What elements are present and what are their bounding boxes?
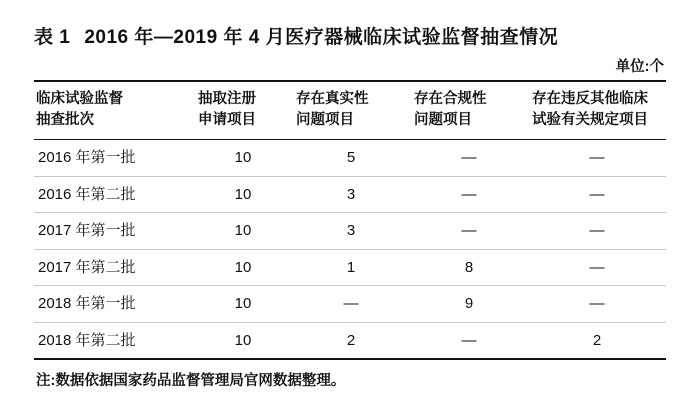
table-row — [34, 322, 666, 359]
table-header — [34, 81, 666, 140]
cell-authenticity: 5 — [292, 140, 410, 177]
cell-batch: 2017 年第一批 — [34, 213, 194, 250]
cell-batch: 2018 年第二批 — [34, 322, 194, 359]
table-row — [34, 286, 666, 323]
column-header-compliance — [410, 81, 528, 140]
column-header-other — [528, 81, 666, 140]
cell-registered: 10 — [194, 140, 292, 177]
column-header-batch-line2: 抽查批次 — [36, 112, 94, 129]
table-row — [34, 249, 666, 286]
column-header-other-line1: 存在违反其他临床 — [532, 91, 648, 107]
cell-authenticity: 2 — [292, 322, 410, 359]
table-title-text: 2016 年—2019 年 4 月医疗器械临床试验监督抽查情况 — [84, 27, 559, 48]
cell-authenticity: — — [292, 286, 410, 323]
table-unit-note: 单位:个 — [615, 59, 664, 75]
cell-registered: 10 — [194, 176, 292, 213]
column-header-compliance-line1: 存在合规性 — [414, 91, 487, 107]
cell-registered: 10 — [194, 213, 292, 250]
table-row — [34, 140, 666, 177]
cell-compliance: — — [410, 140, 528, 177]
cell-other: — — [528, 286, 666, 323]
cell-compliance: — — [410, 322, 528, 359]
cell-batch: 2017 年第二批 — [34, 249, 194, 286]
cell-batch: 2018 年第一批 — [34, 286, 194, 323]
cell-other: — — [528, 213, 666, 250]
cell-compliance: 8 — [410, 249, 528, 286]
column-header-batch-line1: 临床试验监督 — [36, 91, 123, 107]
column-header-registered-line1: 抽取注册 — [198, 91, 256, 107]
column-header-other-line2: 试验有关规定项目 — [532, 112, 648, 129]
table-header-row — [34, 81, 666, 140]
column-header-compliance-line2: 问题项目 — [414, 112, 472, 129]
cell-other: — — [528, 249, 666, 286]
table-title — [34, 22, 666, 49]
cell-compliance: 9 — [410, 286, 528, 323]
cell-batch: 2016 年第一批 — [34, 140, 194, 177]
column-header-registered-line2: 申请项目 — [198, 112, 256, 129]
cell-other: 2 — [528, 322, 666, 359]
cell-registered: 10 — [194, 286, 292, 323]
cell-authenticity: 3 — [292, 176, 410, 213]
table-footnote: 注:数据依据国家药品监督管理局官网数据整理。 — [36, 373, 346, 390]
table-body — [34, 140, 666, 360]
clinical-trial-inspection-table — [34, 80, 666, 360]
cell-batch: 2016 年第二批 — [34, 176, 194, 213]
column-header-authenticity-line2: 问题项目 — [296, 112, 354, 129]
cell-compliance: — — [410, 176, 528, 213]
table-row — [34, 176, 666, 213]
cell-registered: 10 — [194, 249, 292, 286]
cell-other: — — [528, 176, 666, 213]
column-header-authenticity — [292, 81, 410, 140]
column-header-registered — [194, 81, 292, 140]
table-row — [34, 213, 666, 250]
column-header-batch — [34, 81, 194, 140]
cell-authenticity: 1 — [292, 249, 410, 286]
column-header-authenticity-line1: 存在真实性 — [296, 91, 369, 107]
cell-registered: 10 — [194, 322, 292, 359]
cell-authenticity: 3 — [292, 213, 410, 250]
cell-other: — — [528, 140, 666, 177]
table-title-number: 表 1 — [34, 27, 71, 48]
cell-compliance: — — [410, 213, 528, 250]
